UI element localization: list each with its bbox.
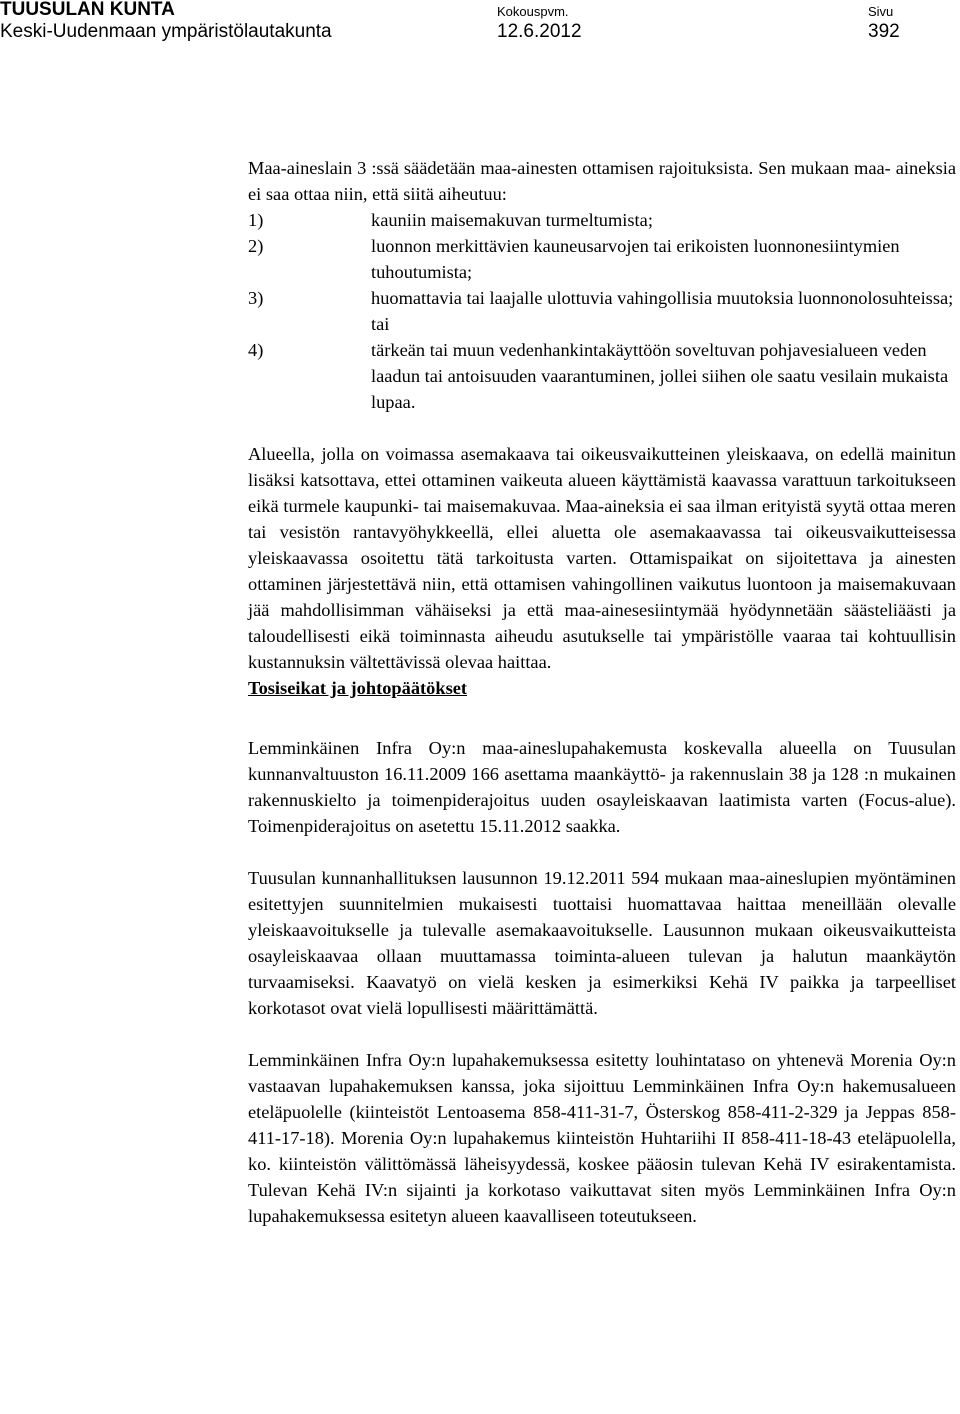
organization-name: TUUSULAN KUNTA	[0, 0, 175, 20]
list-item	[248, 285, 956, 337]
list-item	[248, 207, 956, 233]
intro-paragraph: Maa-aineslain 3 :ssä säädetään maa-ainesten ottamisen rajoituksista. Sen mukaan maa- aineksia ei saa ottaa niin, että siitä aiheutuu:	[248, 158, 956, 204]
list-item-number: 4)	[248, 340, 264, 360]
list-item-number: 2)	[248, 236, 264, 256]
document-body	[248, 155, 956, 1229]
list-item-number: 3)	[248, 288, 264, 308]
restriction-list	[248, 207, 956, 415]
page-number-label: Sivu	[868, 4, 894, 19]
list-item-text: tärkeän tai muun vedenhankintakäyttöön soveltuvan pohjavesialueen veden laadun tai antoisuuden vaarantuminen, jollei siihen ole saatu vesilain mukaista lupaa.	[371, 340, 949, 412]
list-item-text: huomattavia tai laajalle ulottuvia vahingollisia muutoksia luonnonolosuhteissa; tai	[371, 288, 954, 334]
meeting-date-label: Kokouspvm.	[497, 4, 569, 19]
page-number: 392	[868, 21, 900, 42]
facts-paragraph-2: Tuusulan kunnanhallituksen lausunnon 19.12.2011 594 mukaan maa-aineslupien myöntäminen esitettyjen suunnitelmien mukaisesti tuottaisi huomattavaa haittaa meneillään olevalle yleiskaavoitukselle ja tulevalle asemakaavoitukselle. Lausunnon mukaan oikeusvaikutteista osayleiskaavaa ollaan muuttamassa toiminta-alueen tulevan ja halutun maankäytön turvaamiseksi. Kaavatyö on vielä kesken ja esimerkiksi Kehä IV paikka ja tarpeelliset korkotasot ovat vielä lopullisesti määrittämättä.	[248, 868, 956, 1018]
facts-paragraph-3: Lemminkäinen Infra Oy:n lupahakemuksessa esitetty louhintataso on yhtenevä Morenia Oy:n vastaavan lupahakemuksen kanssa, joka sijoittuu Lemminkäinen Infra Oy:n hakemusalueen eteläpuolelle (kiinteistöt Lentoasema 858-411-31-7, Östersko​g 858-411-2-329 ja Jeppas 858-411-17-18). Morenia Oy:n lupahakemus kiinteistön Huhtariihi II 858-411-18-43 eteläpuolella, ko. kiinteistön välittömässä läheisyydessä, koskee pääosin tulevan Kehä IV esirakentamista. Tulevan Kehä IV:n sijainti ja korkotaso vaikuttavat siten myös Lemminkäinen Infra Oy:n lupahakemuksessa esitetyn alueen kaavalliseen toteutukseen.	[248, 1050, 956, 1226]
list-item-text: kauniin maisemakuvan turmeltumista;	[371, 210, 653, 230]
meeting-date: 12.6.2012	[497, 21, 582, 42]
list-item-number: 1)	[248, 210, 264, 230]
list-item	[248, 233, 956, 285]
page-header	[0, 0, 960, 48]
list-item	[248, 337, 956, 415]
area-paragraph: Alueella, jolla on voimassa asemakaava tai oikeusvaikutteinen yleiskaava, on edellä mainitun lisäksi katsottava, ettei ottaminen vaikeuta alueen käyttämistä kaavassa varattuun tarkoitukseen eikä turmele kaupunki- tai maisemakuvaa. Maa-aineksia ei saa ilman erityistä syytä ottaa meren tai vesistön rantavyöhykkeellä, ellei aluetta ole asemakaavassa tai oikeusvaikutteisessa yleiskaavassa osoitettu tätä tarkoitusta varten. Ottamispaikat on sijoitettava ja ainesten ottaminen järjestettävä niin, että ottamisen vahingollinen vaikutus luontoon ja maisemakuvaan jää mahdollisimman vähäiseksi ja että maa-ainesesiintymää hyödynnetään säästeliäästi ja taloudellisesti eikä toiminnasta aiheudu asutukselle tai ympäristölle vaaraa tai kohtuullisin kustannuksin vältettävissä olevaa haittaa.	[248, 444, 956, 672]
section-heading: Tosiseikat ja johtopäätökset	[248, 678, 468, 698]
list-item-text: luonnon merkittävien kauneusarvojen tai erikoisten luonnonesiintymien tuhoutumista;	[371, 236, 900, 282]
board-name: Keski-Uudenmaan ympäristölautakunta	[0, 21, 332, 42]
facts-paragraph-1: Lemminkäinen Infra Oy:n maa-aineslupahakemusta koskevalla alueella on Tuusulan kunnanvaltuuston 16.11.2009 166 asettama maankäyttö- ja rakennuslain 38 ja 128 :n mukainen rakennuskielto ja toimenpiderajoitus uuden osayleiskaavan laatimista varten (Focus-alue). Toimenpiderajoitus on asetettu 15.11.2012 saakka.	[248, 738, 956, 836]
